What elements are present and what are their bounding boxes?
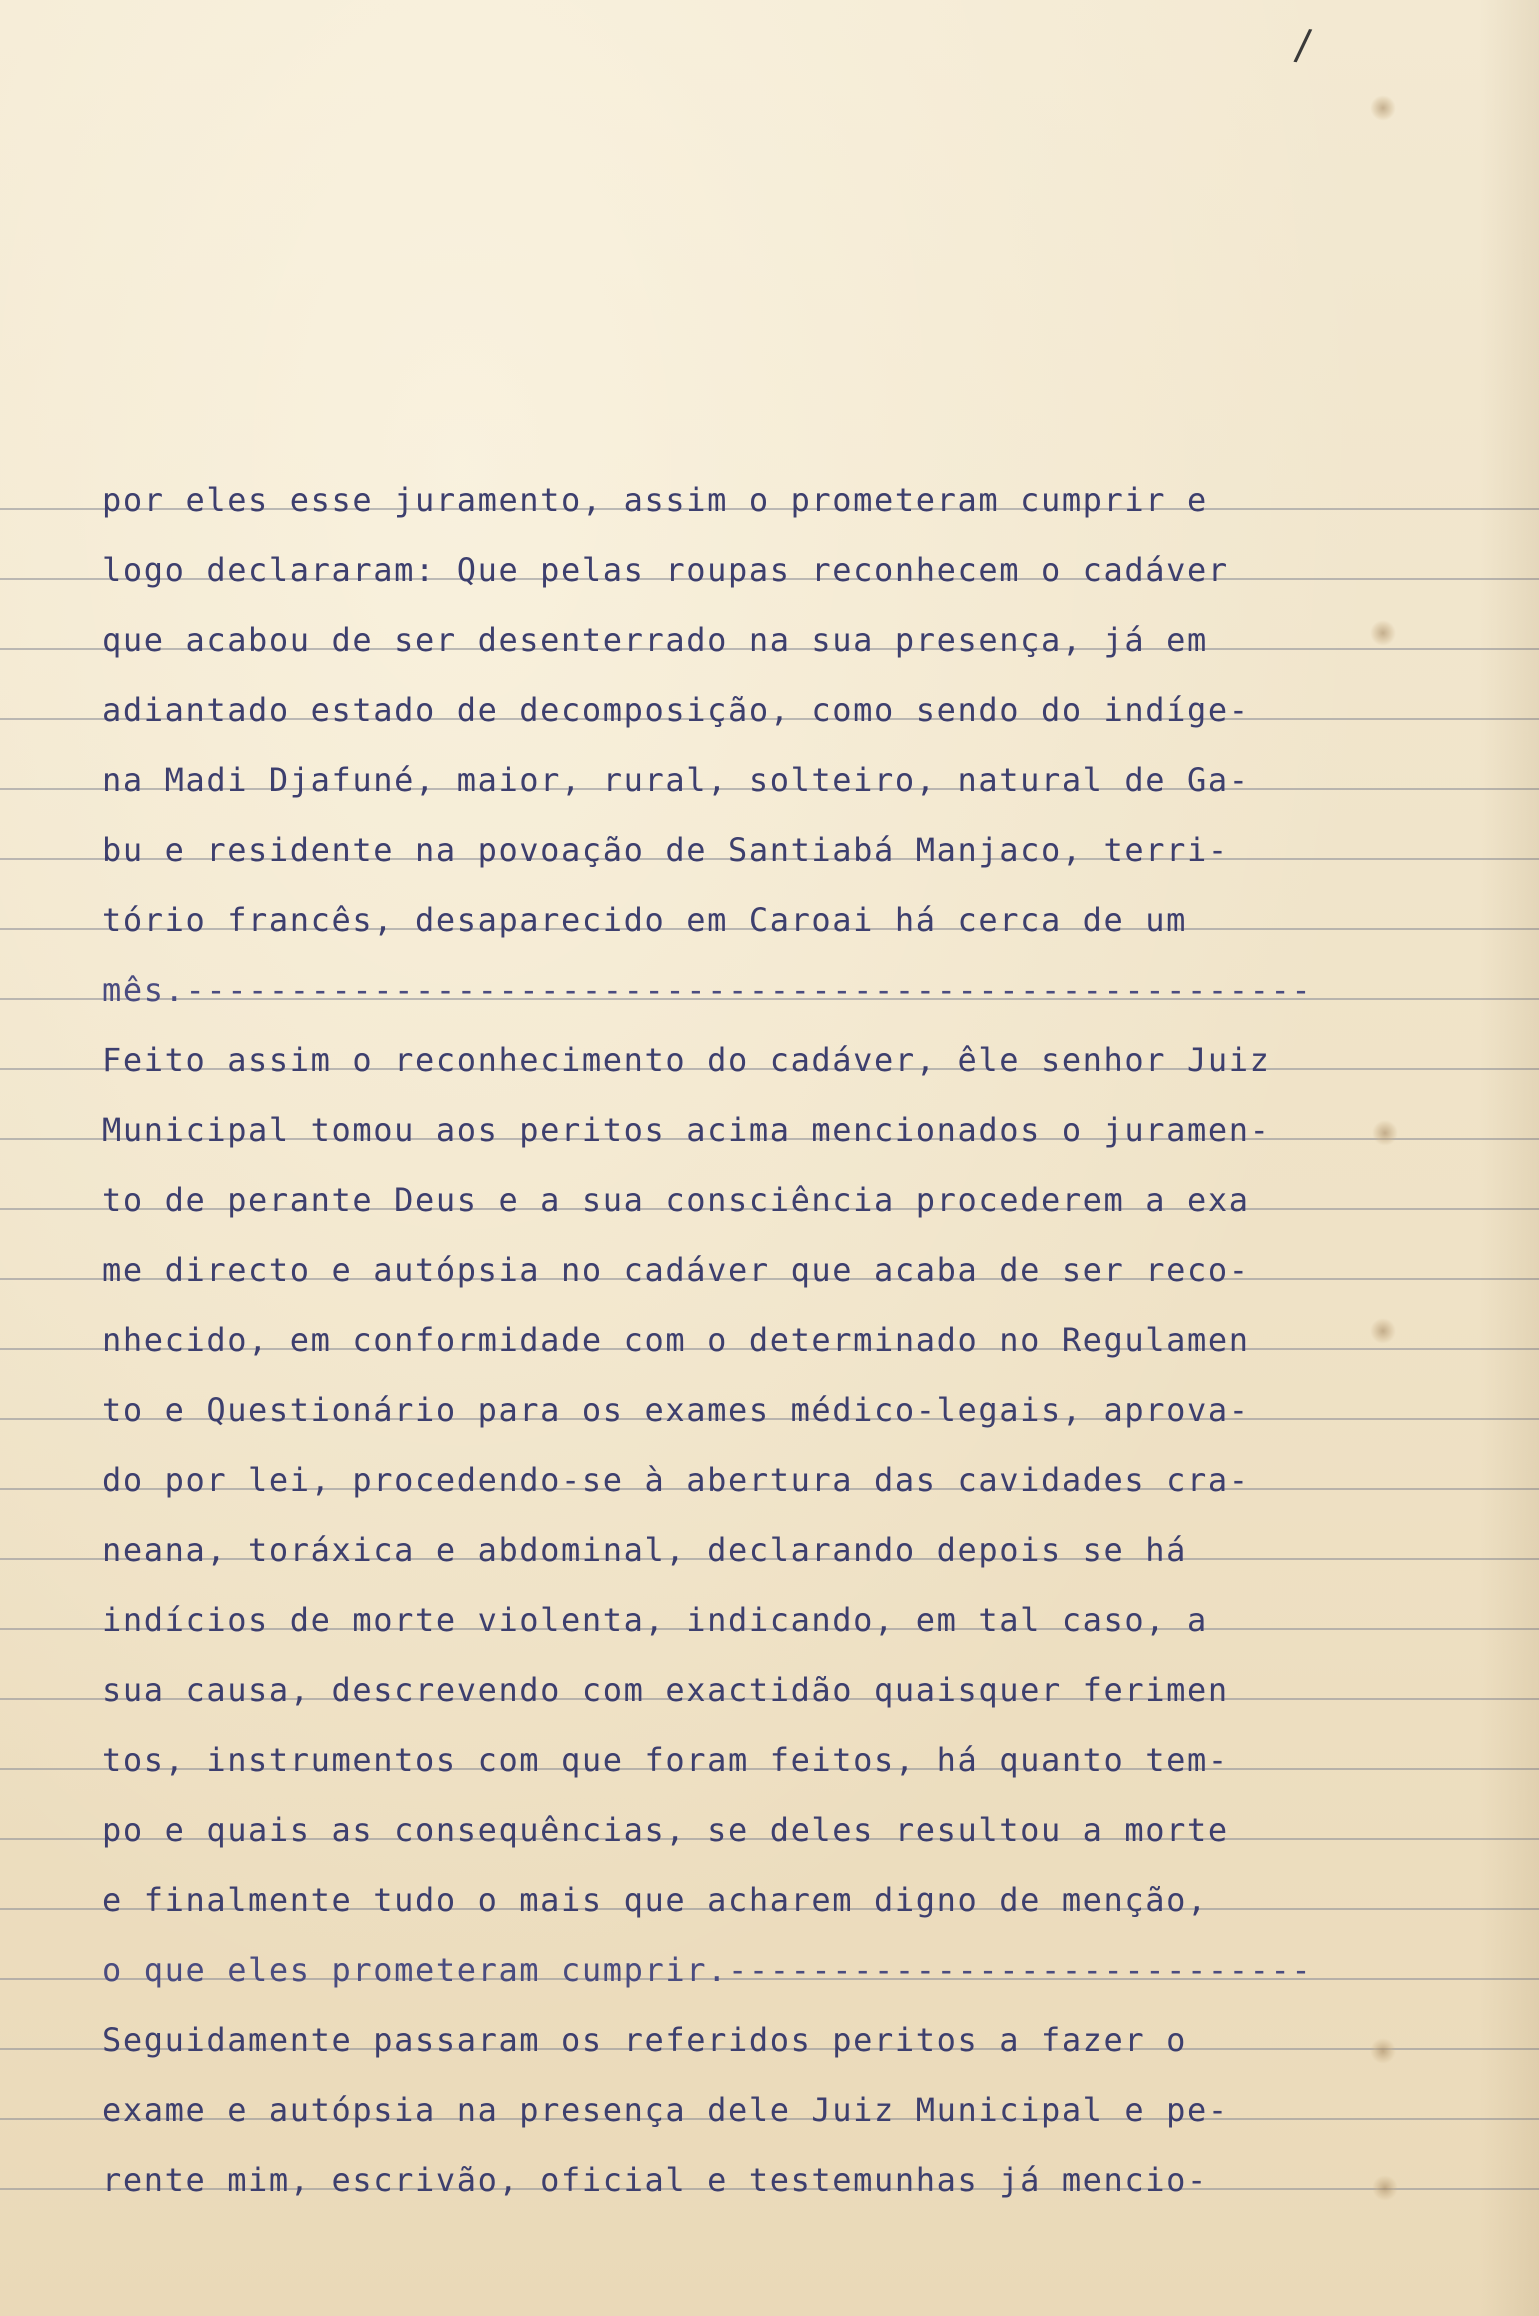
- text-line-3: que acabou de ser desenterrado na sua presença, já em: [102, 621, 1208, 659]
- text-line-16: neana, toráxica e abdominal, declarando depois se há: [102, 1531, 1188, 1569]
- text-line-14: to e Questionário para os exames médico-legais, aprova-: [102, 1391, 1250, 1429]
- punch-hole: [1370, 2038, 1396, 2064]
- text-line-6: bu e residente na povoação de Santiabá Manjaco, terri-: [102, 831, 1229, 869]
- text-line-17: indícios de morte violenta, indicando, em tal caso, a: [102, 1601, 1208, 1639]
- text-line-19: tos, instrumentos com que foram feitos, há quanto tem-: [102, 1741, 1229, 1779]
- text-line-23: Seguidamente passaram os referidos peritos a fazer o: [102, 2021, 1188, 2059]
- text-line-21: e finalmente tudo o mais que acharem digno de menção,: [102, 1881, 1208, 1919]
- punch-hole: [1372, 2175, 1398, 2201]
- page-number-mark: /: [1292, 19, 1314, 70]
- punch-hole: [1370, 1318, 1396, 1344]
- text-line-13: nhecido, em conformidade com o determinado no Regulamen: [102, 1321, 1250, 1359]
- text-line-20: po e quais as consequências, se deles resultou a morte: [102, 1811, 1229, 1849]
- text-line-10: Municipal tomou aos peritos acima mencionados o juramen-: [102, 1111, 1271, 1149]
- text-line-9: Feito assim o reconhecimento do cadáver, êle senhor Juiz: [102, 1041, 1271, 1079]
- text-line-12: me directo e autópsia no cadáver que acaba de ser reco-: [102, 1251, 1250, 1289]
- text-line-25: rente mim, escrivão, oficial e testemunhas já mencio-: [102, 2161, 1208, 2199]
- text-line-4: adiantado estado de decomposição, como sendo do indíge-: [102, 691, 1250, 729]
- punch-hole: [1372, 1120, 1398, 1146]
- text-line-15: do por lei, procedendo-se à abertura das cavidades cra-: [102, 1461, 1250, 1499]
- text-line-1: por eles esse juramento, assim o prometeram cumprir e: [102, 481, 1208, 519]
- text-line-8: mês.------------------------------------------------------: [102, 971, 1313, 1009]
- text-line-2: logo declararam: Que pelas roupas reconhecem o cadáver: [102, 551, 1229, 589]
- punch-hole: [1370, 95, 1396, 121]
- text-line-18: sua causa, descrevendo com exactidão quaisquer ferimen: [102, 1671, 1229, 1709]
- text-line-22: o que eles prometeram cumprir.----------------------------: [102, 1951, 1313, 1989]
- punch-hole: [1370, 620, 1396, 646]
- text-line-24: exame e autópsia na presença dele Juiz Municipal e pe-: [102, 2091, 1229, 2129]
- text-line-11: to de perante Deus e a sua consciência procederem a exa: [102, 1181, 1250, 1219]
- text-line-7: tório francês, desaparecido em Caroai há cerca de um: [102, 901, 1188, 939]
- text-line-5: na Madi Djafuné, maior, rural, solteiro, natural de Ga-: [102, 761, 1250, 799]
